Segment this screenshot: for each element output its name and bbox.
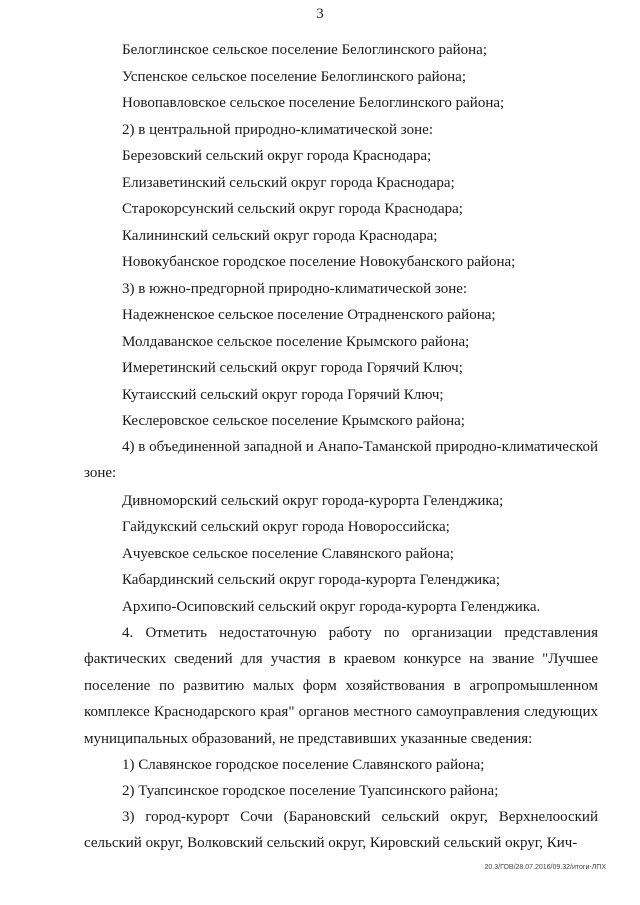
district-line: Старокорсунский сельский округ города Краснодара;: [122, 201, 463, 217]
district-line: Успенское сельское поселение Белоглинского района;: [122, 69, 467, 85]
district-line: Гайдукский сельский округ города Новороссийска;: [122, 519, 450, 535]
district-line: Калининский сельский округ города Краснодара;: [122, 228, 438, 244]
district-line: Ачуевское сельское поселение Славянского района;: [122, 546, 454, 562]
district-line: Елизаветинский сельский округ города Краснодара;: [122, 175, 455, 191]
document-code: 20.3/ГОВ/28.07.2016/09.32/итоги-ЛПХ: [484, 864, 606, 871]
district-line: Молдаванское сельское поселение Крымского района;: [122, 334, 470, 350]
municipality-line: 2) Туапсинское городское поселение Туапсинского района;: [122, 783, 499, 799]
district-line: Кеслеровское сельское поселение Крымского района;: [122, 413, 465, 429]
district-line: Новопавловское сельское поселение Белоглинского района;: [122, 95, 505, 111]
zone-heading: 2) в центральной природно-климатической зоне:: [122, 122, 433, 138]
municipality-line: 1) Славянское городское поселение Славянского района;: [122, 757, 485, 773]
district-line: Кутаисский сельский округ города Горячий Ключ;: [122, 387, 444, 403]
item-4-paragraph: 4. Отметить недостаточную работу по организации представления фактических сведений для участия в краевом конкурсе на звание "Лучшее поселение по развитию малых форм хозяйствования в агропромышленном комплексе Краснодарского края" органов местного самоуправления следующих муниципальных образований, не представивших указанные сведения:: [84, 625, 598, 747]
district-line: Архипо-Осиповский сельский округ города-курорта Геленджика.: [122, 599, 541, 615]
district-line: Имеретинский сельский округ города Горячий Ключ;: [122, 360, 463, 376]
item-3-paragraph: 3) город-курорт Сочи (Барановский сельский округ, Верхнелооский сельский округ, Волковский сельский округ, Кировский сельский округ, Кич-: [84, 809, 598, 852]
zone-heading: 3) в южно-предгорной природно-климатической зоне:: [122, 281, 468, 297]
district-line: Дивноморский сельский округ города-курорта Геленджика;: [122, 493, 504, 509]
district-line: Новокубанское городское поселение Новокубанского района;: [122, 254, 516, 270]
district-line: Надежненское сельское поселение Отрадненского района;: [122, 307, 496, 323]
district-line: Белоглинское сельское поселение Белоглинского района;: [122, 42, 488, 58]
zone-heading-paragraph: 4) в объединенной западной и Анапо-Таманской природно-климатической зоне:: [84, 439, 598, 482]
district-line: Кабардинский сельский округ города-курорта Геленджика;: [122, 572, 500, 588]
page-number: 3: [316, 6, 324, 22]
district-line: Березовский сельский округ города Краснодара;: [122, 148, 432, 164]
